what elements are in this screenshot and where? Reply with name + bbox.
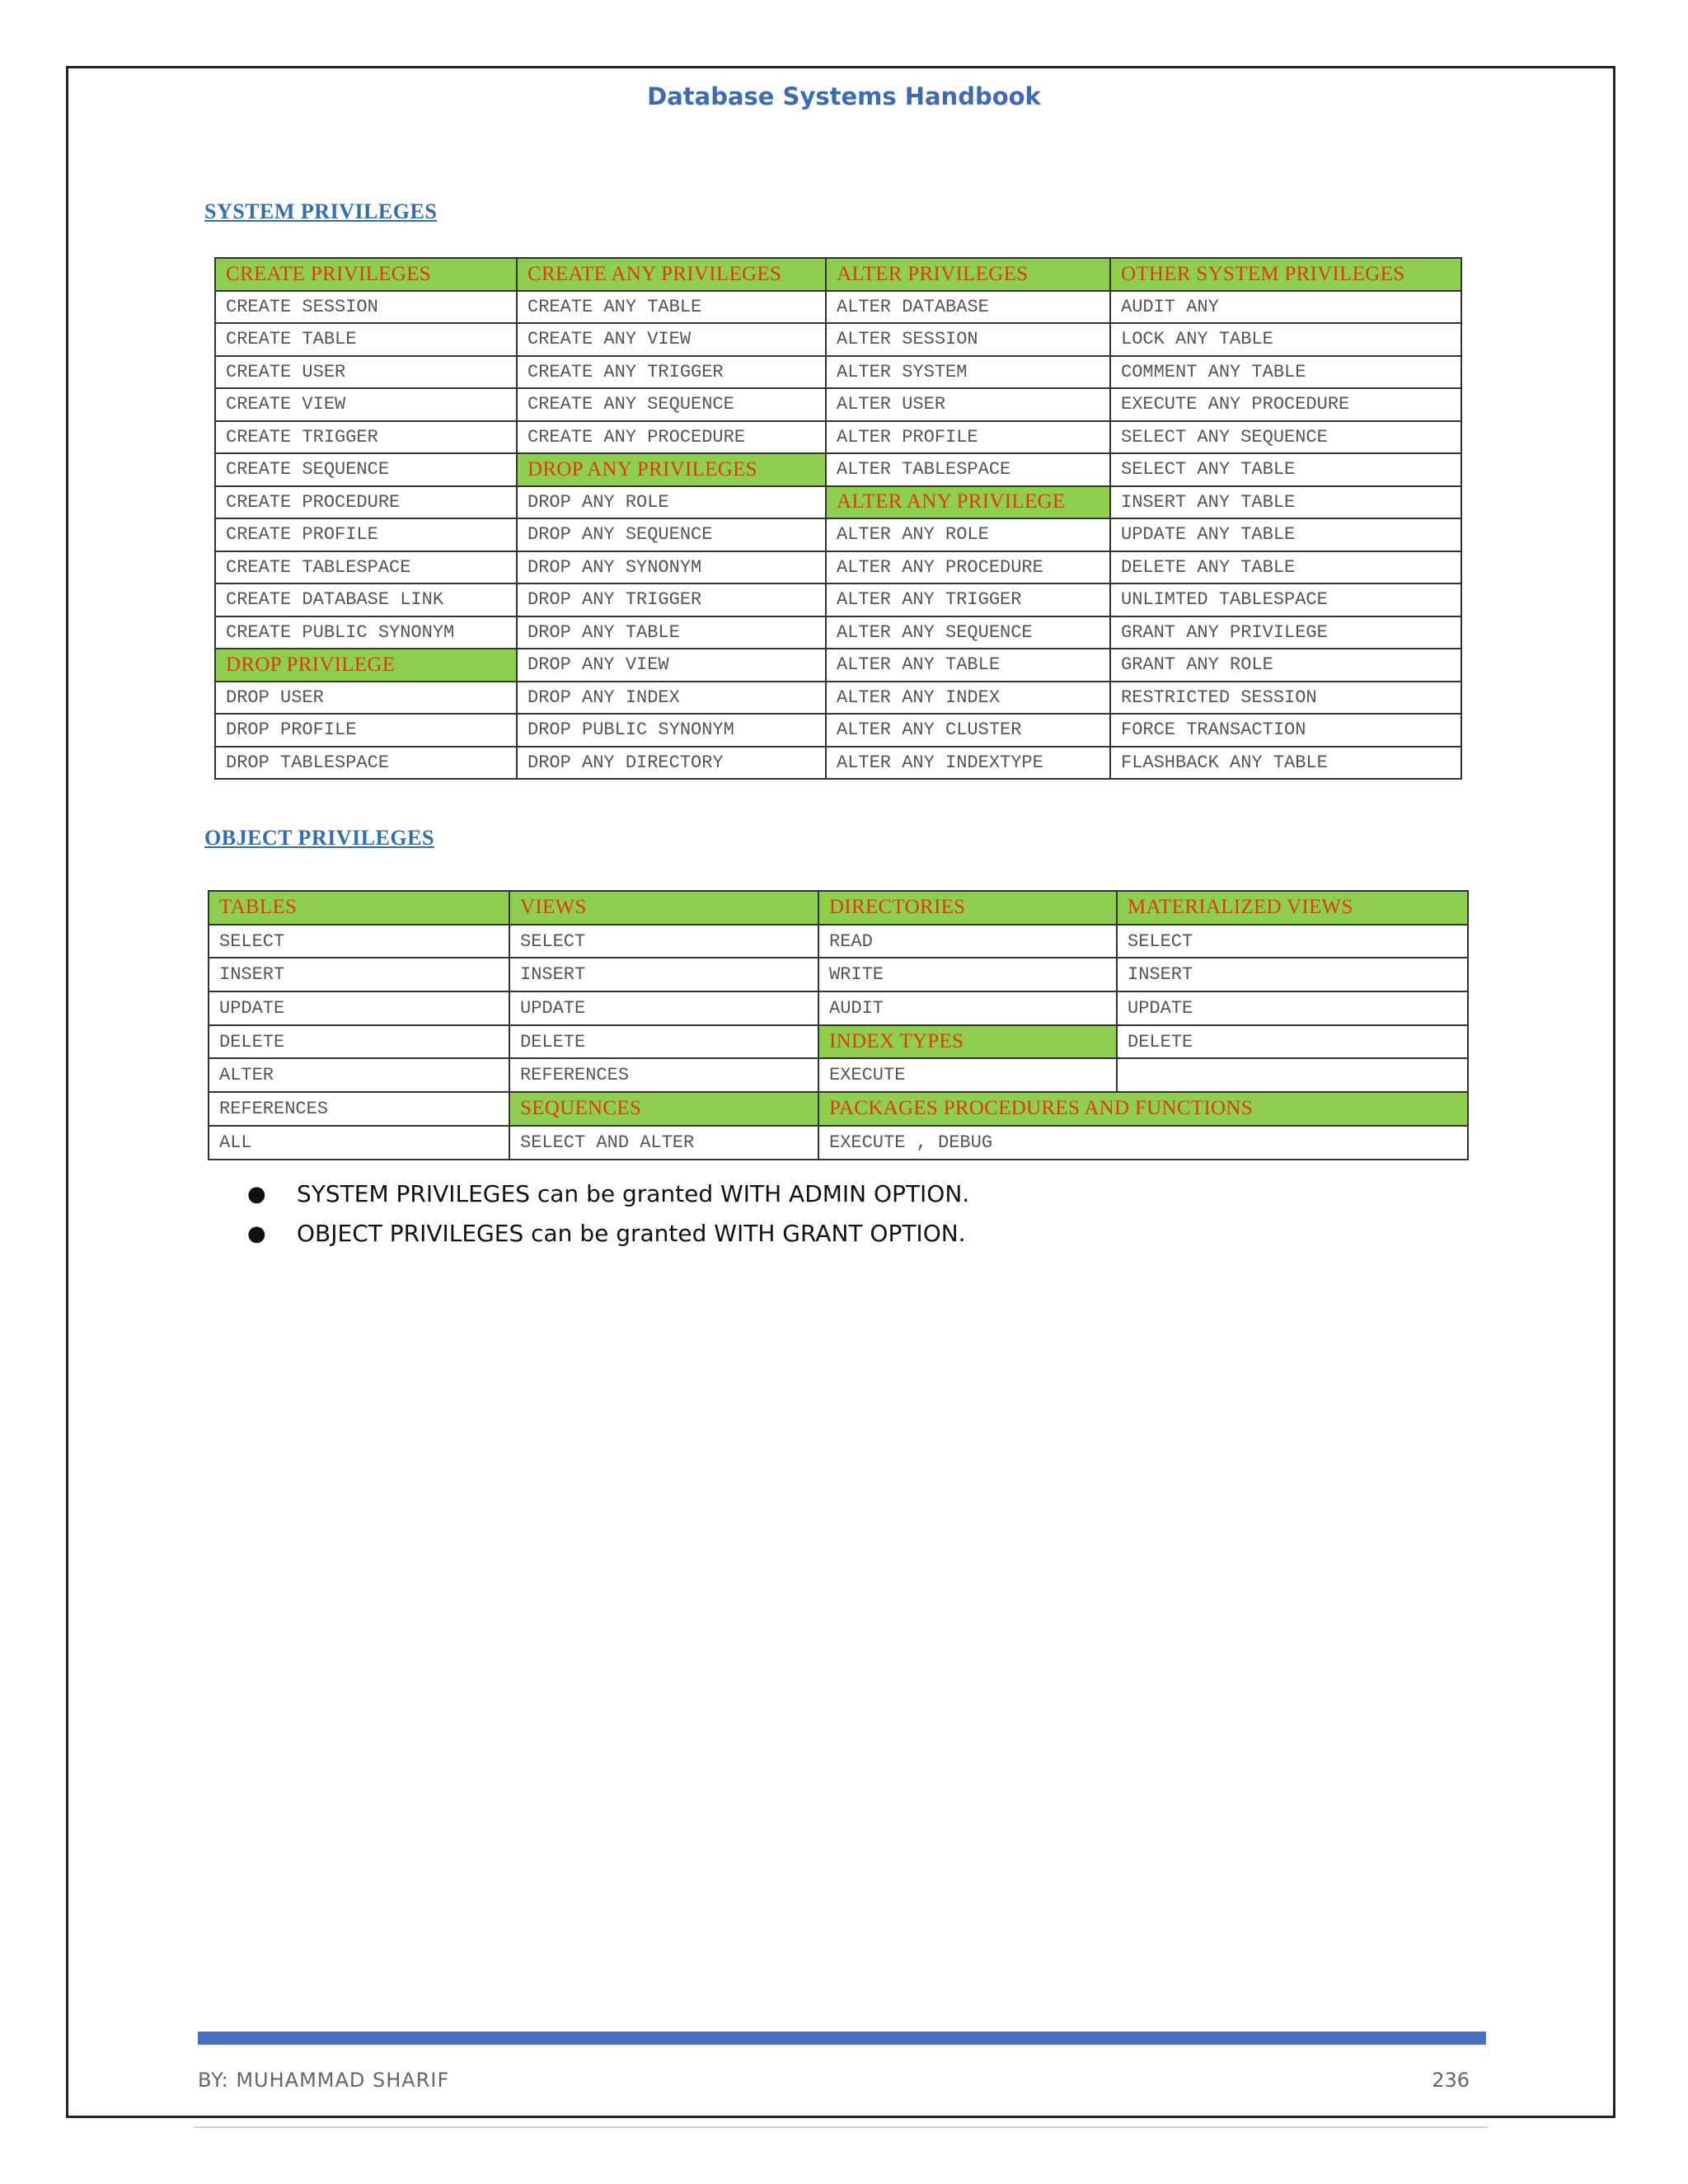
table-cell: EXECUTE (818, 1058, 1117, 1092)
page-number: 236 (1432, 2069, 1470, 2092)
table-cell: CREATE ANY TRIGGER (517, 356, 826, 389)
table-cell: REFERENCES (509, 1058, 818, 1092)
table-cell: SELECT ANY SEQUENCE (1110, 421, 1461, 454)
table-row (215, 649, 1461, 682)
bottom-rule (194, 2126, 1488, 2128)
footer-bar (198, 2032, 1486, 2045)
system-privileges-heading: SYSTEM PRIVILEGES (204, 199, 438, 223)
table-row (215, 714, 1461, 747)
table-cell: DROP PUBLIC SYNONYM (517, 714, 826, 747)
table-row (215, 682, 1461, 715)
table-cell: DELETE (209, 1025, 509, 1059)
table-cell: REFERENCES (209, 1092, 509, 1126)
table-cell: DROP TABLESPACE (215, 747, 517, 780)
table-cell (1117, 1058, 1468, 1092)
table-cell: SELECT (509, 925, 818, 958)
list-item (247, 1214, 969, 1254)
table-row (215, 583, 1461, 616)
table-cell: INSERT (209, 958, 509, 991)
table-cell: CREATE TABLESPACE (215, 551, 517, 584)
table-header-cell: INDEX TYPES (818, 1025, 1117, 1059)
table-cell: WRITE (818, 958, 1117, 991)
table-row (209, 991, 1468, 1025)
table-header-cell: TABLES (209, 891, 509, 925)
table-row (215, 518, 1461, 551)
bullet-icon: ● (247, 1182, 266, 1207)
table-row (215, 551, 1461, 584)
table-cell: SELECT ANY TABLE (1110, 453, 1461, 486)
table-cell: INSERT (1117, 958, 1468, 991)
table-cell: ALTER (209, 1058, 509, 1092)
table-cell: DROP USER (215, 682, 517, 715)
table-cell: ALTER ANY INDEX (826, 682, 1110, 715)
table-cell: ALTER ANY SEQUENCE (826, 616, 1110, 649)
table-row (215, 453, 1461, 486)
table-cell: CREATE VIEW (215, 388, 517, 421)
table-cell: DROP ANY VIEW (517, 649, 826, 682)
table-cell: ALTER DATABASE (826, 291, 1110, 324)
table-cell: INSERT ANY TABLE (1110, 486, 1461, 519)
system-privileges-table (214, 257, 1462, 780)
table-cell: COMMENT ANY TABLE (1110, 356, 1461, 389)
table-cell: SELECT AND ALTER (509, 1126, 818, 1160)
table-row (209, 1058, 1468, 1092)
table-cell: DROP ANY ROLE (517, 486, 826, 519)
table-cell: ALTER ANY TABLE (826, 649, 1110, 682)
table-cell: DELETE ANY TABLE (1110, 551, 1461, 584)
table-cell: ALTER ANY PROCEDURE (826, 551, 1110, 584)
table-cell: ALTER ANY ROLE (826, 518, 1110, 551)
object-privileges-heading: OBJECT PRIVILEGES (204, 826, 434, 850)
table-row (209, 925, 1468, 958)
table-cell: DROP ANY TRIGGER (517, 583, 826, 616)
table-cell: CREATE ANY SEQUENCE (517, 388, 826, 421)
table-cell: DROP ANY TABLE (517, 616, 826, 649)
table-row (215, 747, 1461, 780)
table-header-cell: CREATE ANY PRIVILEGES (517, 258, 826, 291)
table-cell: ALTER PROFILE (826, 421, 1110, 454)
table-cell: UPDATE (509, 991, 818, 1025)
table-row (209, 1126, 1468, 1160)
handbook-title: Database Systems Handbook (647, 82, 1041, 110)
table-header-cell: ALTER ANY PRIVILEGE (826, 486, 1110, 519)
table-cell: CREATE USER (215, 356, 517, 389)
table-cell: ALTER TABLESPACE (826, 453, 1110, 486)
table-cell: AUDIT (818, 991, 1117, 1025)
table-cell: CREATE ANY TABLE (517, 291, 826, 324)
table-row (209, 958, 1468, 991)
table-cell: INSERT (509, 958, 818, 991)
table-cell: FORCE TRANSACTION (1110, 714, 1461, 747)
table-header-cell: VIEWS (509, 891, 818, 925)
note-text: OBJECT PRIVILEGES can be granted WITH GRANT OPTION. (297, 1220, 966, 1247)
table-cell: CREATE SEQUENCE (215, 453, 517, 486)
bullet-icon: ● (247, 1221, 266, 1246)
table-cell: CREATE SESSION (215, 291, 517, 324)
table-cell: ALTER ANY TRIGGER (826, 583, 1110, 616)
note-text: SYSTEM PRIVILEGES can be granted WITH ADMIN OPTION. (297, 1180, 970, 1207)
table-cell: UNLIMTED TABLESPACE (1110, 583, 1461, 616)
table-cell: DELETE (1117, 1025, 1468, 1059)
table-cell: EXECUTE , DEBUG (818, 1126, 1468, 1160)
table-row (215, 616, 1461, 649)
object-privileges-table (208, 890, 1469, 1160)
footer-author: BY: MUHAMMAD SHARIF (198, 2069, 450, 2092)
table-cell: AUDIT ANY (1110, 291, 1461, 324)
table-row (215, 291, 1461, 324)
table-header-cell: ALTER PRIVILEGES (826, 258, 1110, 291)
table-cell: UPDATE ANY TABLE (1110, 518, 1461, 551)
table-cell: UPDATE (1117, 991, 1468, 1025)
table-cell: ALTER SESSION (826, 323, 1110, 356)
table-cell: CREATE TABLE (215, 323, 517, 356)
table-cell: CREATE PUBLIC SYNONYM (215, 616, 517, 649)
table-header-cell: DROP ANY PRIVILEGES (517, 453, 826, 486)
table-header-cell: PACKAGES PROCEDURES AND FUNCTIONS (818, 1092, 1468, 1126)
table-cell: DROP ANY SEQUENCE (517, 518, 826, 551)
table-header-cell: SEQUENCES (509, 1092, 818, 1126)
list-item (247, 1174, 969, 1214)
table-cell: FLASHBACK ANY TABLE (1110, 747, 1461, 780)
table-header-cell: OTHER SYSTEM PRIVILEGES (1110, 258, 1461, 291)
table-header-cell: MATERIALIZED VIEWS (1117, 891, 1468, 925)
table-cell: ALTER ANY CLUSTER (826, 714, 1110, 747)
table-header-cell: DROP PRIVILEGE (215, 649, 517, 682)
table-cell: READ (818, 925, 1117, 958)
table-row (215, 323, 1461, 356)
table-cell: DROP ANY INDEX (517, 682, 826, 715)
table-cell: GRANT ANY ROLE (1110, 649, 1461, 682)
table-cell: CREATE TRIGGER (215, 421, 517, 454)
table-cell: DROP ANY SYNONYM (517, 551, 826, 584)
table-cell: DROP PROFILE (215, 714, 517, 747)
table-row (215, 486, 1461, 519)
table-cell: CREATE ANY VIEW (517, 323, 826, 356)
table-cell: DELETE (509, 1025, 818, 1059)
table-row (215, 258, 1461, 291)
table-row (209, 891, 1468, 925)
table-row (215, 388, 1461, 421)
table-cell: DROP ANY DIRECTORY (517, 747, 826, 780)
table-row (209, 1025, 1468, 1059)
table-row (209, 1092, 1468, 1126)
table-cell: CREATE ANY PROCEDURE (517, 421, 826, 454)
table-cell: CREATE PROCEDURE (215, 486, 517, 519)
table-cell: RESTRICTED SESSION (1110, 682, 1461, 715)
table-row (215, 421, 1461, 454)
table-cell: SELECT (209, 925, 509, 958)
table-cell: GRANT ANY PRIVILEGE (1110, 616, 1461, 649)
table-cell: ALL (209, 1126, 509, 1160)
table-cell: ALTER USER (826, 388, 1110, 421)
table-header-cell: CREATE PRIVILEGES (215, 258, 517, 291)
table-cell: EXECUTE ANY PROCEDURE (1110, 388, 1461, 421)
table-row (215, 356, 1461, 389)
table-cell: LOCK ANY TABLE (1110, 323, 1461, 356)
table-cell: ALTER ANY INDEXTYPE (826, 747, 1110, 780)
table-cell: SELECT (1117, 925, 1468, 958)
table-header-cell: DIRECTORIES (818, 891, 1117, 925)
table-cell: ALTER SYSTEM (826, 356, 1110, 389)
notes-list (247, 1174, 969, 1254)
table-cell: CREATE DATABASE LINK (215, 583, 517, 616)
table-cell: CREATE PROFILE (215, 518, 517, 551)
table-cell: UPDATE (209, 991, 509, 1025)
